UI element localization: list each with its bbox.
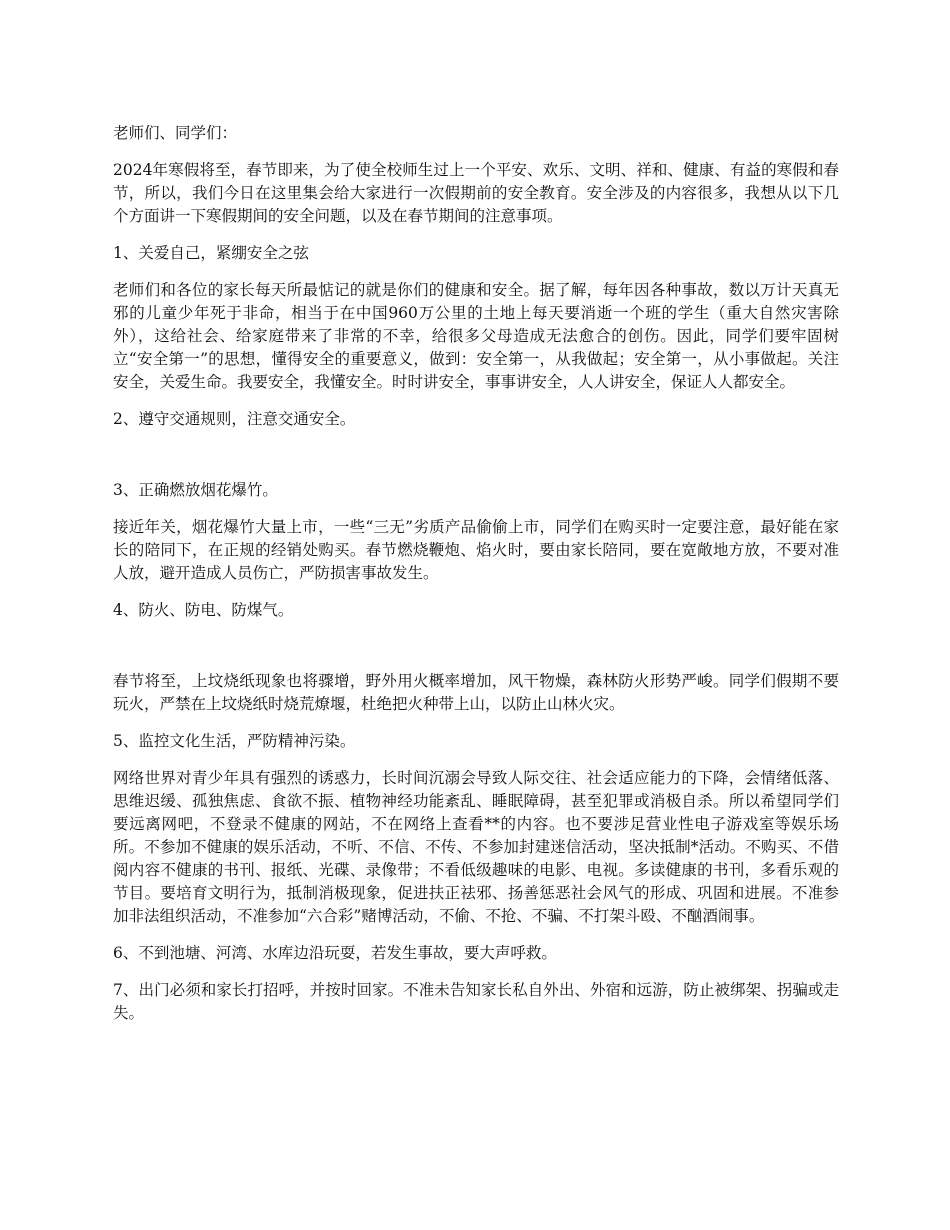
- greeting: 老师们、同学们：: [113, 124, 238, 142]
- section-7-body: 7、出门必须和家长打招呼，并按时回家。不准未告知家长私自外出、外宿和远游，防止被绑架、拐骗或走失。: [113, 981, 839, 1022]
- blank-gap: [113, 636, 839, 670]
- section-4-title: 4、防火、防电、防煤气。: [113, 601, 294, 619]
- intro-paragraph: 2024年寒假将至，春节即来，为了使全校师生过上一个平安、欢乐、文明、祥和、健康、有益的寒假和春节，所以，我们今日在这里集会给大家进行一次假期前的安全教育。安全涉及的内容很多，我想从以下几个方面讲一下寒假期间的安全问题，以及在春节期间的注意事项。: [113, 161, 839, 225]
- section-4-body: 春节将至，上坟烧纸现象也将骤增，野外用火概率增加，风干物燥，森林防火形势严峻。同学们假期不要玩火，严禁在上坟烧纸时烧荒燎堰，杜绝把火种带上山，以防止山林火灾。: [113, 672, 839, 713]
- blank-gap: [113, 445, 839, 479]
- section-5-body: 网络世界对青少年具有强烈的诱惑力，长时间沉溺会导致人际交往、社会适应能力的下降，会情绪低落、思维迟缓、孤独焦虑、食欲不振、植物神经功能紊乱、睡眠障碍，甚至犯罪或消极自杀。所以希望同学们要远离网吧，不登录不健康的网站，不在网络上查看**的内容。也不要涉足营业性电子游戏室等娱乐场所。不参加不健康的娱乐活动，不听、不信、不传、不参加封建迷信活动，坚决抵制*活动。不购买、不借阅内容不健康的书刊、报纸、光碟、录像带；不看低级趣味的电影、电视。多读健康的书刊，多看乐观的节目。要培育文明行为，抵制消极现象，促进扶正祛邪、扬善惩恶社会风气的形成、巩固和进展。不准参加非法组织活动，不准参加“六合彩”赌博活动，不偷、不抢、不骗、不打架斗殴、不酗酒闹事。: [113, 769, 839, 925]
- section-1-title: 1、关爱自己，紧绷安全之弦: [113, 244, 309, 262]
- document-body: [113, 122, 839, 1039]
- section-3-body: 接近年关，烟花爆竹大量上市，一些“三无”劣质产品偷偷上市，同学们在购买时一定要注意，最好能在家长的陪同下，在正规的经销处购买。春节燃烧鞭炮、焰火时，要由家长陪同，要在宽敞地方放，不要对准人放，避开造成人员伤亡，严防损害事故发生。: [113, 518, 839, 582]
- section-6-title: 6、不到池塘、河湾、水库边沿玩耍，若发生事故，要大声呼救。: [113, 944, 557, 962]
- section-3-title: 3、正确燃放烟花爆竹。: [113, 481, 278, 499]
- section-5-title: 5、监控文化生活，严防精神污染。: [113, 732, 356, 750]
- section-2-title: 2、遵守交通规则，注意交通安全。: [113, 410, 356, 428]
- section-1-body: 老师们和各位的家长每天所最惦记的就是你们的健康和安全。据了解，每年因各种事故，数以万计天真无邪的儿童少年死于非命，相当于在中国960万公里的土地上每天要消逝一个班的学生（重大自然灾害除外），这给社会、给家庭带来了非常的不幸，给很多父母造成无法愈合的创伤。因此，同学们要牢固树立“安全第一”的思想，懂得安全的重要意义，做到：安全第一，从我做起；安全第一，从小事做起。关注安全，关爱生命。我要安全，我懂安全。时时讲安全，事事讲安全，人人讲安全，保证人人都安全。: [113, 281, 839, 391]
